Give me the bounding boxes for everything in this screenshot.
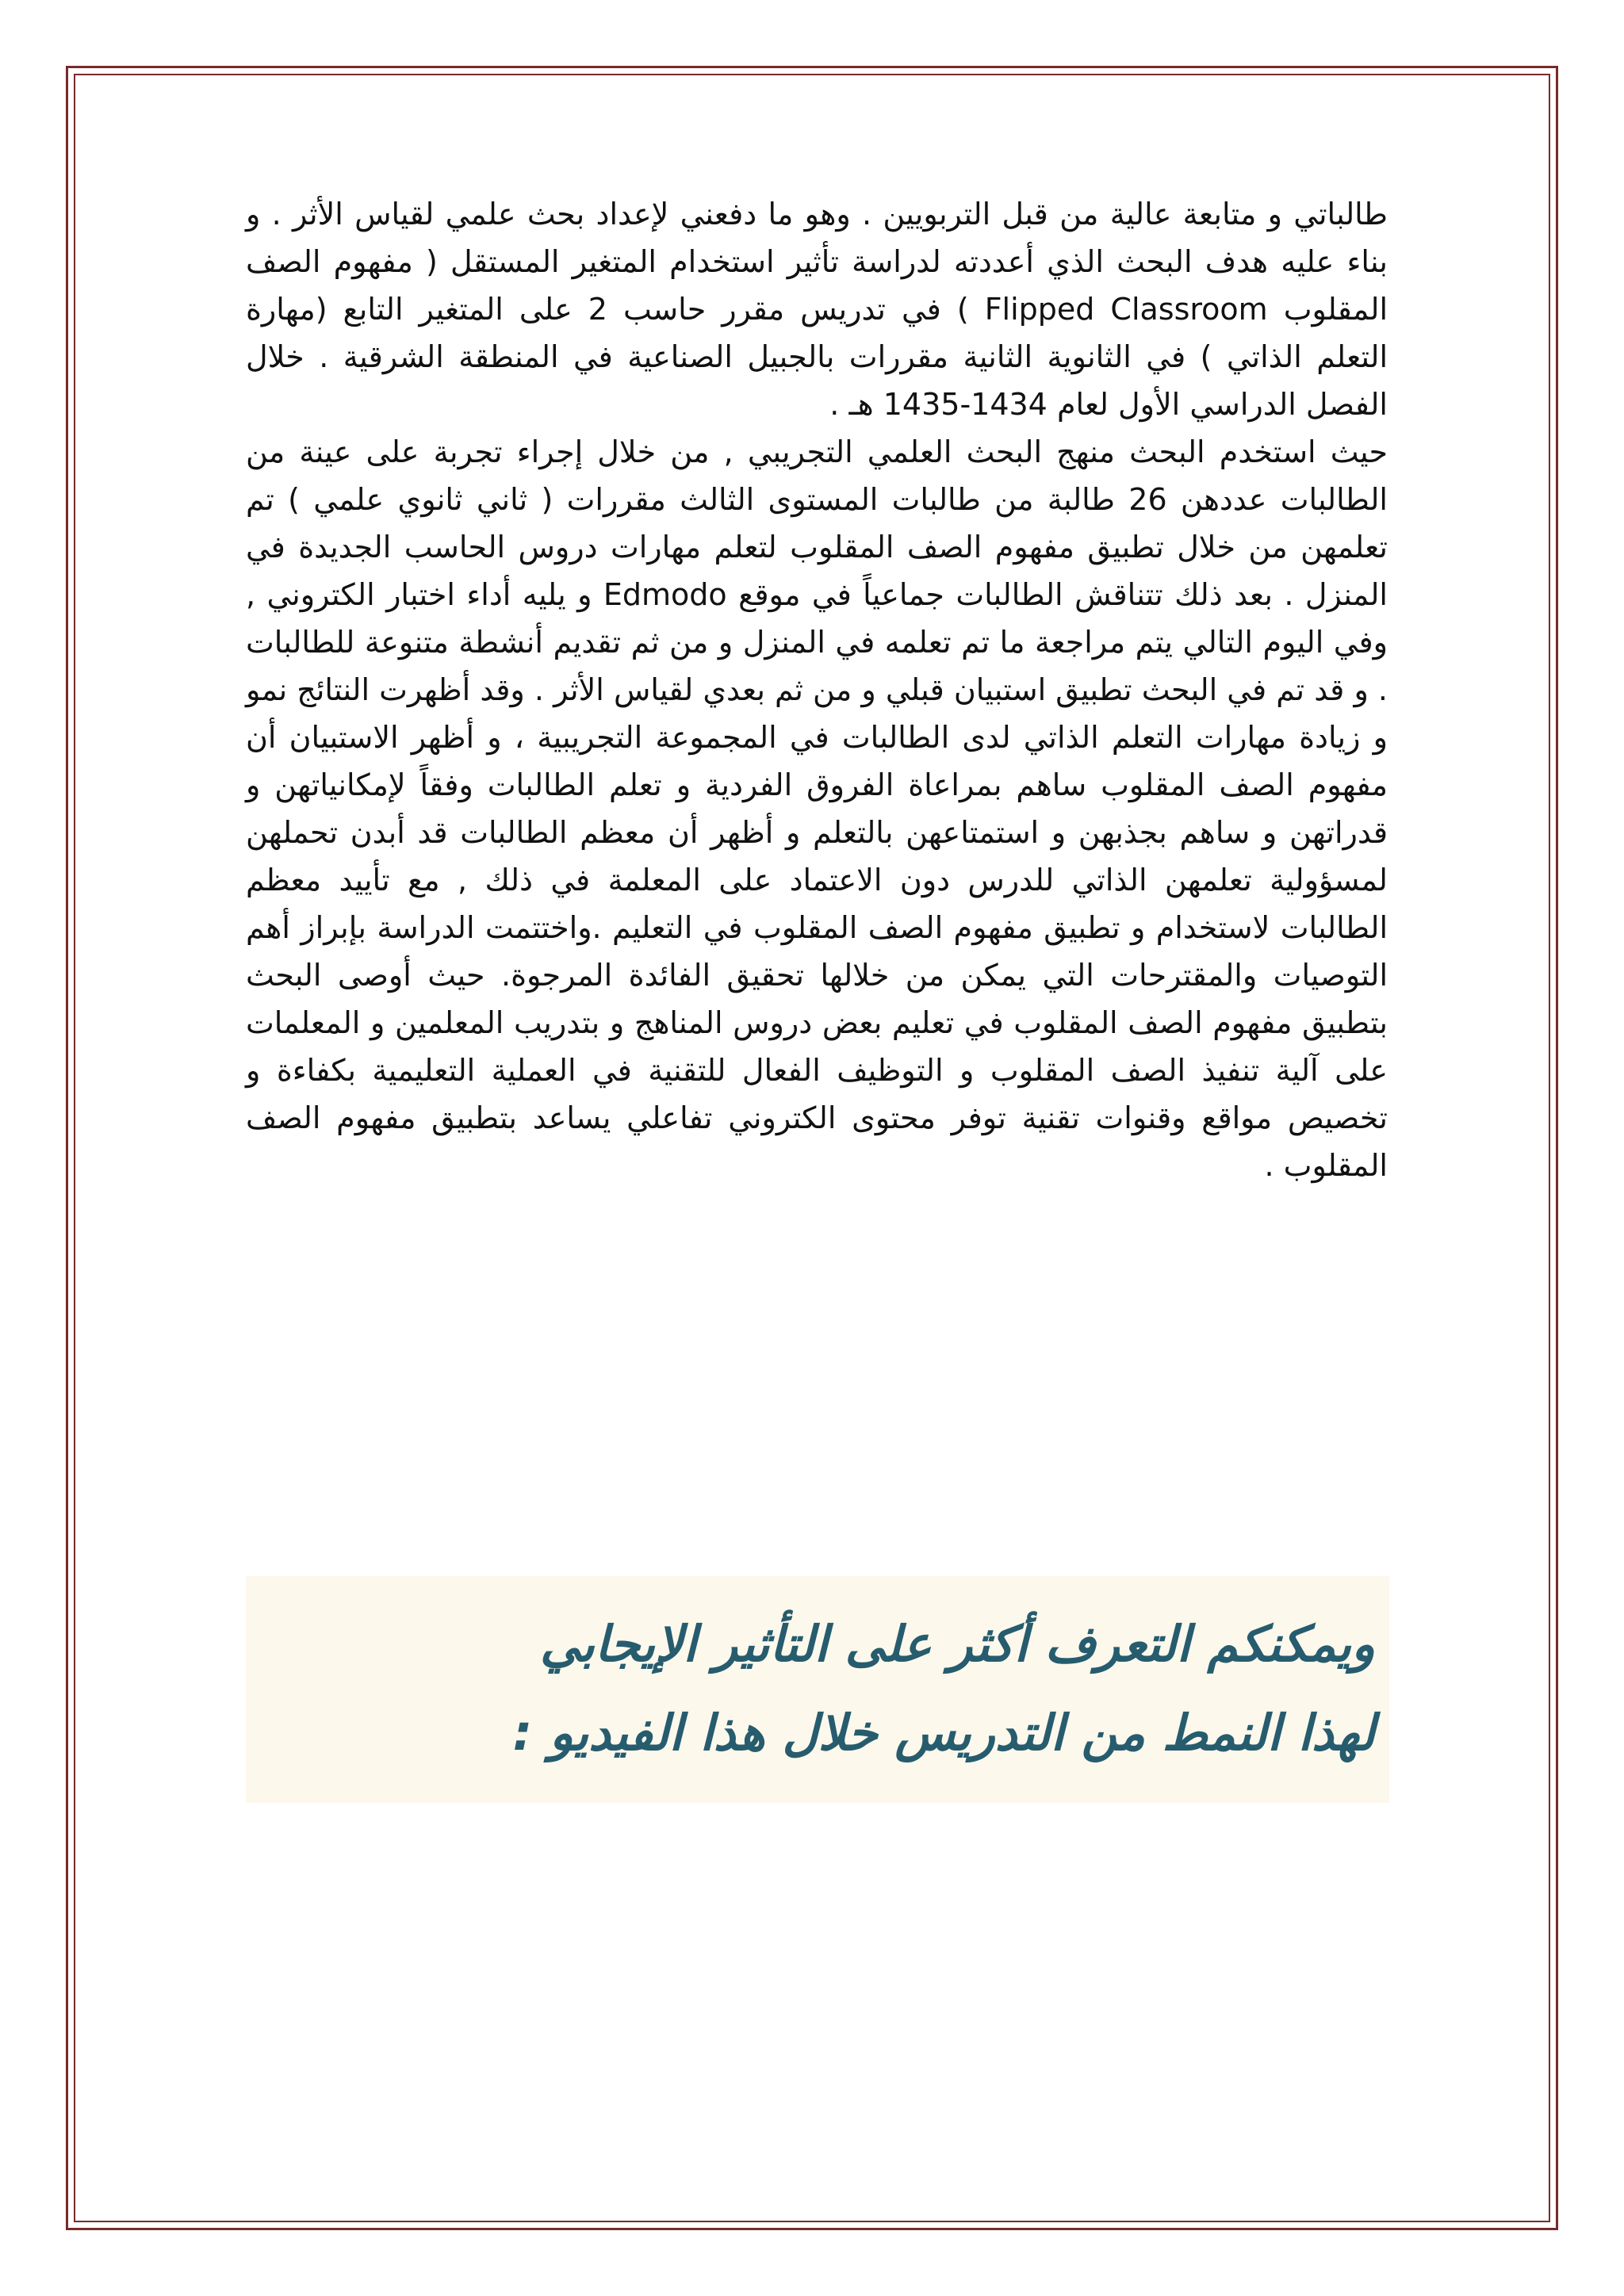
body-text <box>246 190 1388 1189</box>
paragraph-1: طالباتي و متابعة عالية من قبل التربويين . وهو ما دفعني لإعداد بحث علمي لقياس الأثر . و بناء عليه هدف البحث الذي أعددته لدراسة تأثير استخدام المتغير المستقل ( مفهوم الصف المقلوب Flipped Classroom ) في تدريس مقرر حاسب 2 على المتغير التابع (مهارة التعلم الذاتي ) في الثانوية الثانية مقررات بالجبيل الصناعية في المنطقة الشرقية . خلال الفصل الدراسي الأول لعام 1434-1435 هـ . <box>246 197 1388 422</box>
document-body <box>246 190 1388 1189</box>
video-callout-box <box>246 1576 1389 1803</box>
video-callout-line-2: لهذا النمط من التدريس خلال هذا الفيديو : <box>512 1704 1375 1762</box>
video-callout-text <box>246 1576 1389 1777</box>
paragraph-2: حيث استخدم البحث منهج البحث العلمي التجريبي , من خلال إجراء تجربة على عينة من الطالبات عددهن 26 طالبة من طالبات المستوى الثالث مقررات ( ثاني ثانوي علمي ) تم تعلمهن من خلال تطبيق مفهوم الصف المقلوب لتعلم مهارات دروس الحاسب الجديدة في المنزل . بعد ذلك تتناقش الطالبات جماعياً في موقع Edmodo و يليه أداء اختبار الكتروني , وفي اليوم التالي يتم مراجعة ما تم تعلمه في المنزل و من ثم تقديم أنشطة متنوعة للطالبات . و قد تم في البحث تطبيق استبيان قبلي و من ثم بعدي لقياس الأثر . وقد أظهرت النتائج نمو و زيادة مهارات التعلم الذاتي لدى الطالبات في المجموعة التجريبية ، و أظهر الاستبيان أن مفهوم الصف المقلوب ساهم بمراعاة الفروق الفردية و تعلم الطالبات وفقاً لإمكانياتهن و قدراتهن و ساهم بجذبهن و استمتاعهن بالتعلم و أظهر أن معظم الطالبات قد أبدن تحملهن لمسؤولية تعلمهن الذاتي للدرس دون الاعتماد على المعلمة في ذلك , مع تأييد معظم الطالبات لاستخدام و تطبيق مفهوم الصف المقلوب في التعليم .واختتمت الدراسة بإبراز أهم التوصيات والمقترحات التي يمكن من خلالها تحقيق الفائدة المرجوة. حيث أوصى البحث بتطبيق مفهوم الصف المقلوب في تعليم بعض دروس المناهج و بتدريب المعلمين و المعلمات على آلية تنفيذ الصف المقلوب و التوظيف الفعال للتقنية في العملية التعليمية بكفاءة و تخصيص مواقع وقنوات تقنية توفر محتوى الكتروني تفاعلي يساعد بتطبيق مفهوم الصف المقلوب . <box>246 434 1388 1183</box>
video-callout-line-1: ويمكنكم التعرف أكثر على التأثير الإيجابي <box>539 1615 1375 1673</box>
